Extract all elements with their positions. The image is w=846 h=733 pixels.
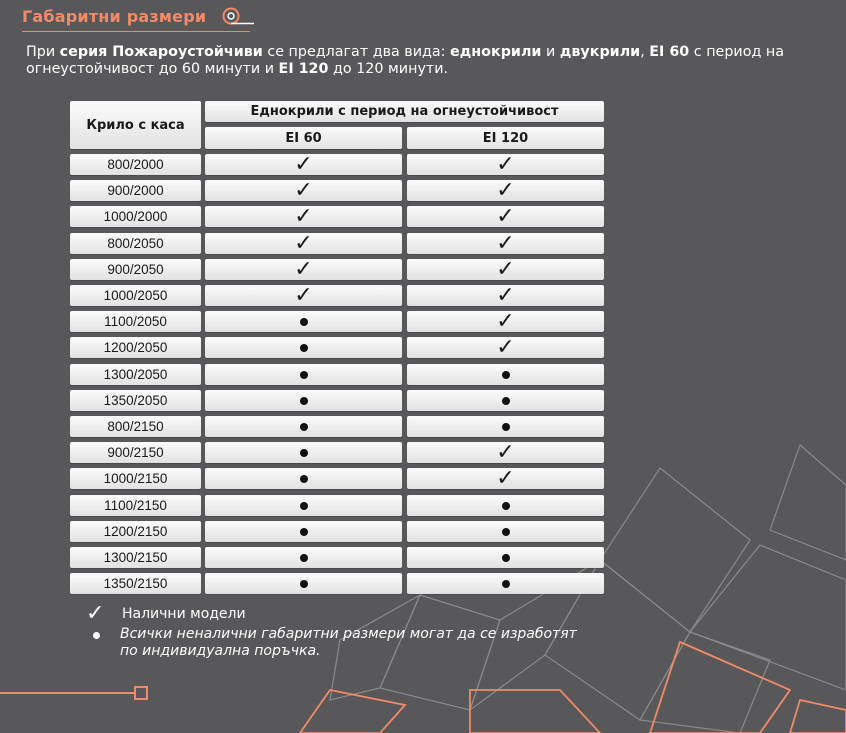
ei120-cell bbox=[407, 334, 604, 360]
size-cell: 900/2000 bbox=[70, 180, 201, 201]
ei120-cell bbox=[407, 547, 604, 568]
size-cell: 1000/2000 bbox=[70, 206, 201, 227]
checkmark-icon: ✓ bbox=[496, 465, 515, 491]
bullet-dot-icon bbox=[300, 397, 308, 405]
ei60-cell bbox=[205, 203, 402, 229]
legend-custom-order: Всички неналични габаритни размери могат да се изработят по индивидуална поръчка. bbox=[86, 626, 577, 660]
bullet-dot-icon bbox=[502, 502, 510, 510]
checkmark-icon: ✓ bbox=[496, 308, 515, 334]
bottom-accent-square bbox=[134, 686, 148, 700]
bullet-dot-icon bbox=[300, 580, 308, 588]
legend-available: ✓ Налични модели bbox=[86, 601, 246, 626]
size-cell: 800/2050 bbox=[70, 233, 201, 254]
ei60-cell bbox=[205, 282, 402, 308]
bullet-dot-icon bbox=[300, 423, 308, 431]
ei120-cell bbox=[407, 256, 604, 282]
header-ei60: EI 60 bbox=[205, 127, 402, 149]
ei60-cell bbox=[205, 177, 402, 203]
ei120-cell bbox=[407, 151, 604, 177]
ei60-cell bbox=[205, 256, 402, 282]
size-cell: 1300/2050 bbox=[70, 364, 201, 385]
ei60-cell bbox=[205, 416, 402, 437]
checkmark-icon: ✓ bbox=[294, 203, 313, 229]
header bbox=[22, 5, 256, 27]
ei60-cell bbox=[205, 442, 402, 463]
page-title: Габаритни размери bbox=[22, 6, 207, 26]
size-cell: 800/2150 bbox=[70, 416, 201, 437]
checkmark-icon: ✓ bbox=[496, 151, 515, 177]
ei60-cell bbox=[205, 230, 402, 256]
tape-measure-icon bbox=[222, 5, 256, 27]
size-cell: 1350/2050 bbox=[70, 390, 201, 411]
bullet-dot-icon bbox=[502, 423, 510, 431]
ei60-cell bbox=[205, 495, 402, 516]
bullet-dot-icon bbox=[502, 554, 510, 562]
bullet-dot-icon bbox=[300, 344, 308, 352]
ei120-cell bbox=[407, 230, 604, 256]
checkmark-icon: ✓ bbox=[496, 203, 515, 229]
size-cell: 800/2000 bbox=[70, 154, 201, 175]
checkmark-icon: ✓ bbox=[496, 230, 515, 256]
size-cell: 1200/2050 bbox=[70, 337, 201, 358]
size-cell: 1000/2150 bbox=[70, 468, 201, 489]
intro-paragraph: При серия Пожароустойчиви се предлагат два вида: еднокрили и двукрили, EI 60 с период на огнеустойчивост до 60 минути и EI 120 до 120 минути. bbox=[26, 44, 784, 77]
size-cell: 1100/2050 bbox=[70, 311, 201, 332]
ei120-cell bbox=[407, 439, 604, 465]
ei120-cell bbox=[407, 282, 604, 308]
ei120-cell bbox=[407, 390, 604, 411]
bullet-dot-icon bbox=[502, 397, 510, 405]
ei120-cell bbox=[407, 416, 604, 437]
bullet-dot-icon bbox=[300, 502, 308, 510]
ei120-cell bbox=[407, 203, 604, 229]
ei60-cell bbox=[205, 547, 402, 568]
checkmark-icon: ✓ bbox=[496, 177, 515, 203]
bullet-dot-icon bbox=[502, 580, 510, 588]
checkmark-icon: ✓ bbox=[496, 439, 515, 465]
bullet-dot-icon bbox=[300, 475, 308, 483]
size-cell: 900/2150 bbox=[70, 442, 201, 463]
bullet-dot-icon bbox=[300, 449, 308, 457]
size-cell: 1350/2150 bbox=[70, 573, 201, 594]
size-cell: 1200/2150 bbox=[70, 521, 201, 542]
ei120-cell bbox=[407, 364, 604, 385]
checkmark-icon: ✓ bbox=[496, 282, 515, 308]
checkmark-icon: ✓ bbox=[294, 282, 313, 308]
checkmark-icon: ✓ bbox=[496, 256, 515, 282]
checkmark-icon: ✓ bbox=[294, 256, 313, 282]
ei120-cell bbox=[407, 465, 604, 491]
title-underline bbox=[22, 31, 250, 32]
header-wing-with-frame: Крило с каса bbox=[70, 101, 201, 149]
ei60-cell bbox=[205, 468, 402, 489]
bullet-dot-icon bbox=[502, 528, 510, 536]
size-cell: 1100/2150 bbox=[70, 495, 201, 516]
ei120-cell bbox=[407, 573, 604, 594]
bullet-dot-icon bbox=[300, 554, 308, 562]
ei120-cell bbox=[407, 521, 604, 542]
bullet-dot-icon bbox=[300, 371, 308, 379]
header-ei120: EI 120 bbox=[407, 127, 604, 149]
ei120-cell bbox=[407, 495, 604, 516]
bullet-dot-icon bbox=[502, 371, 510, 379]
size-cell: 900/2050 bbox=[70, 259, 201, 280]
size-cell: 1000/2050 bbox=[70, 285, 201, 306]
checkmark-icon: ✓ bbox=[86, 601, 105, 626]
checkmark-icon: ✓ bbox=[294, 151, 313, 177]
ei120-cell bbox=[407, 177, 604, 203]
bottom-accent-line bbox=[0, 692, 136, 694]
header-single-wing-fire-resistance: Еднокрили с период на огнеустойчивост bbox=[205, 101, 604, 122]
ei120-cell bbox=[407, 308, 604, 334]
size-cell: 1300/2150 bbox=[70, 547, 201, 568]
ei60-cell bbox=[205, 364, 402, 385]
ei60-cell bbox=[205, 311, 402, 332]
ei60-cell bbox=[205, 573, 402, 594]
bullet-dot-icon bbox=[300, 528, 308, 536]
checkmark-icon: ✓ bbox=[496, 334, 515, 360]
bullet-dot-icon bbox=[93, 632, 100, 639]
ei60-cell bbox=[205, 521, 402, 542]
ei60-cell bbox=[205, 390, 402, 411]
checkmark-icon: ✓ bbox=[294, 230, 313, 256]
bullet-dot-icon bbox=[300, 318, 308, 326]
ei60-cell bbox=[205, 337, 402, 358]
checkmark-icon: ✓ bbox=[294, 177, 313, 203]
ei60-cell bbox=[205, 151, 402, 177]
